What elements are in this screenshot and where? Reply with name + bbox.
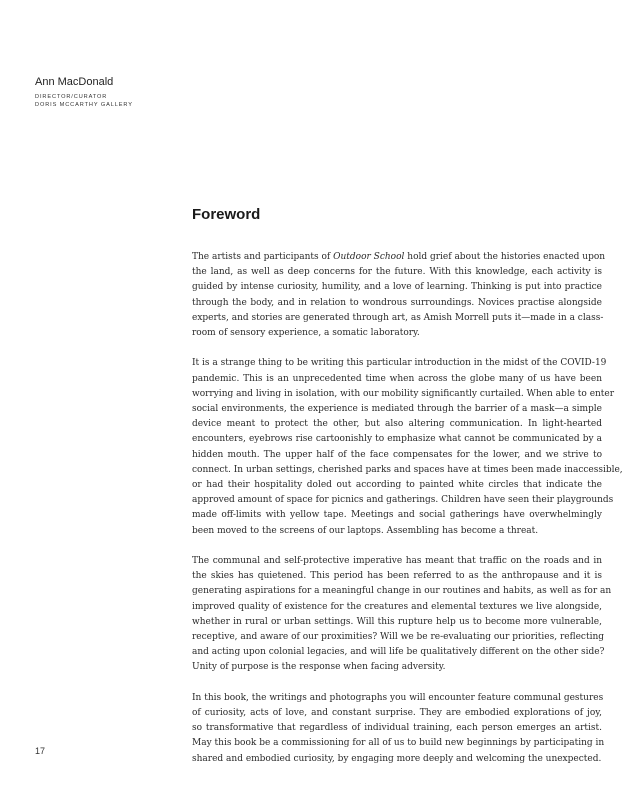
- text-line: so transformative that regardless of individual training, each person emerges an artist.: [192, 723, 602, 734]
- author-role: DIRECTOR/CURATOR: [35, 94, 108, 100]
- text-line: whether in rural or urban settings. Will this rupture help us to become more vulnerable,: [192, 616, 602, 627]
- text-line: receptive, and aware of our proximities? Will we be re-evaluating our priorities, reflecting: [192, 632, 605, 643]
- body-text: [192, 250, 623, 782]
- author-block: [35, 76, 133, 109]
- paragraph: [192, 554, 612, 676]
- text-line: encounters, eyebrows rise cartoonishly to emphasize what cannot be communicated by a: [192, 434, 602, 445]
- text-line: the land, as well as deep concerns for the future. With this knowledge, each activity is: [192, 267, 602, 278]
- text-line: pandemic. This is an unprecedented time when across the globe many of us have been: [192, 373, 602, 384]
- text-line: connect. In urban settings, cherished parks and spaces have at times been made inaccessible,: [192, 464, 623, 475]
- author-name: Ann MacDonald: [35, 76, 114, 88]
- text-line: and acting upon colonial legacies, and will life be qualitatively different on the other side?: [192, 647, 605, 658]
- page-number: 17: [35, 746, 46, 756]
- text-line: been moved to the screens of our laptops. Assembling has become a threat.: [192, 525, 539, 536]
- text-line: May this book be a commissioning for all of us to build new beginnings by participating in: [192, 738, 605, 749]
- text-line: Unity of purpose is the response when facing adversity.: [192, 662, 446, 673]
- text-line: improved quality of existence for the creatures and elemental textures we live alongside,: [192, 601, 602, 612]
- text-line: hidden mouth. The upper half of the face compensates for the lower, and we strive to: [192, 449, 602, 460]
- paragraph: [192, 691, 605, 767]
- text-line: It is a strange thing to be writing this particular introduction in the midst of the COVID-19: [192, 358, 607, 369]
- author-affiliation: DORIS MCCARTHY GALLERY: [35, 102, 133, 108]
- text-line: room of sensory experience, a somatic laboratory.: [192, 328, 420, 339]
- text-line: guided by intense curiosity, humility, and a love of learning. Thinking is put into practice: [192, 282, 602, 293]
- text-line: The artists and participants of Outdoor School hold grief about the histories enacted upon: [192, 252, 606, 262]
- text-line: The communal and self-protective imperative has meant that traffic on the roads and in: [192, 556, 602, 567]
- text-line: the skies has quietened. This period has been referred to as the anthropause and it is: [192, 571, 602, 582]
- text-line: experts, and stories are generated through art, as Amish Morrell puts it—made in a class-: [192, 312, 604, 323]
- text-line: social environments, the experience is mediated through the barrier of a mask—a simple: [192, 404, 602, 415]
- text-line: made off-limits with yellow tape. Meetings and social gatherings have overwhelmingly: [192, 510, 602, 521]
- text-line: through the body, and in relation to wondrous surroundings. Novices practise alongside: [192, 297, 602, 308]
- paragraph: [192, 250, 606, 341]
- text-line: or had their hospitality doled out according to painted white circles that indicate the: [192, 480, 602, 491]
- text-line: worrying and living in isolation, with our mobility significantly curtailed. When able to enter: [192, 388, 615, 399]
- text-line: device meant to protect the other, but also altering communication. In light-hearted: [192, 419, 602, 430]
- text-line: of curiosity, acts of love, and constant surprise. They are embodied explorations of joy,: [192, 708, 602, 719]
- text-line: approved amount of space for picnics and gatherings. Children have seen their playgrounds: [192, 495, 614, 506]
- text-line: shared and embodied curiosity, by engaging more deeply and welcoming the unexpected.: [192, 753, 602, 764]
- paragraph: [192, 356, 623, 538]
- text-line: generating aspirations for a meaningful change in our routines and habits, as well as for an: [192, 586, 612, 597]
- page-title: Foreword: [192, 206, 261, 223]
- text-line: In this book, the writings and photographs you will encounter feature communal gestures: [192, 692, 604, 703]
